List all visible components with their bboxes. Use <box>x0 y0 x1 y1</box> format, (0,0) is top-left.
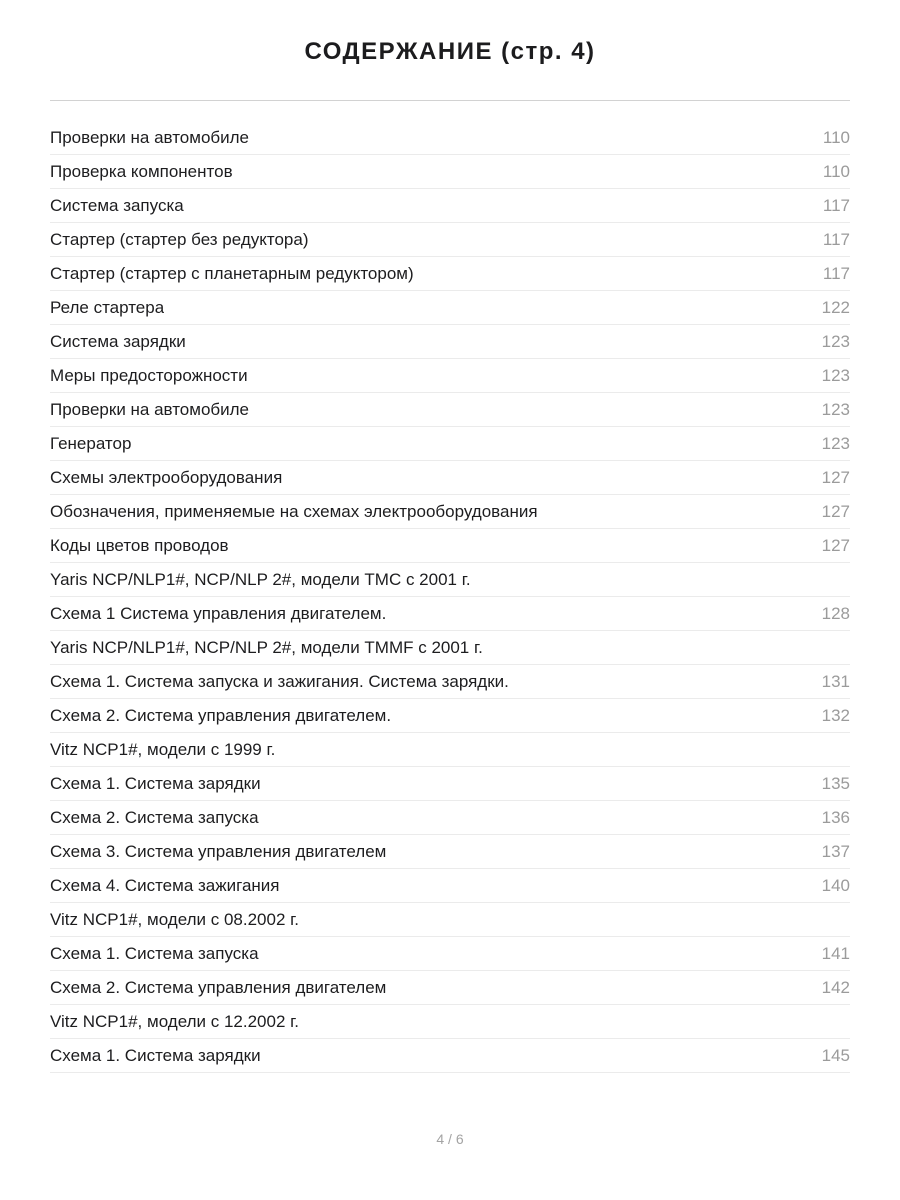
toc-row[interactable] <box>50 665 850 699</box>
toc-entry-page: 122 <box>821 297 850 317</box>
toc-entry-label: Схема 2. Система управления двигателем. <box>50 705 392 725</box>
toc-entry-label: Реле стартера <box>50 297 165 317</box>
toc-entry-page: 140 <box>821 875 850 895</box>
toc-row[interactable] <box>50 495 850 529</box>
toc-entry-label: Vitz NCP1#, модели с 1999 г. <box>50 739 276 759</box>
toc-entry-page: 131 <box>821 671 850 691</box>
toc-row[interactable] <box>50 971 850 1005</box>
toc-row[interactable] <box>50 801 850 835</box>
toc-entry-label: Yaris NCP/NLP1#, NCP/NLP 2#, модели TMC с 2001 г. <box>50 569 471 589</box>
toc-entry-page: 127 <box>821 467 850 487</box>
toc-entry-page: 123 <box>821 365 850 385</box>
toc-entry-label: Обозначения, применяемые на схемах электрооборудования <box>50 501 538 521</box>
toc-row[interactable] <box>50 597 850 631</box>
toc-entry-page: 142 <box>821 977 850 997</box>
toc-entry-label: Стартер (стартер с планетарным редуктором) <box>50 263 414 283</box>
toc-row[interactable] <box>50 393 850 427</box>
toc-row[interactable] <box>50 835 850 869</box>
toc-entry-page: 145 <box>821 1045 850 1065</box>
toc-entry-label: Стартер (стартер без редуктора) <box>50 229 309 249</box>
toc-entry-page: 117 <box>822 263 850 283</box>
toc-entry-page: 110 <box>822 161 850 181</box>
toc-row[interactable] <box>50 869 850 903</box>
toc-row[interactable] <box>50 1039 850 1073</box>
toc-row[interactable] <box>50 223 850 257</box>
toc-entry-page: 137 <box>821 841 850 861</box>
toc-row[interactable] <box>50 325 850 359</box>
toc-entry-label: Меры предосторожности <box>50 365 248 385</box>
toc-row[interactable] <box>50 461 850 495</box>
toc-entry-page: 117 <box>822 229 850 249</box>
toc-entry-page: 132 <box>821 705 850 725</box>
page-number-indicator: 4 / 6 <box>436 1131 464 1147</box>
toc-entry-page: 117 <box>822 195 850 215</box>
toc-row[interactable] <box>50 699 850 733</box>
toc-entry-label: Схемы электрооборудования <box>50 467 283 487</box>
toc-row[interactable] <box>50 359 850 393</box>
toc-row[interactable] <box>50 563 850 597</box>
toc-row[interactable] <box>50 903 850 937</box>
toc-entry-label: Схема 2. Система управления двигателем <box>50 977 387 997</box>
toc-entry-page: 141 <box>821 943 850 963</box>
toc-row[interactable] <box>50 937 850 971</box>
toc-row[interactable] <box>50 631 850 665</box>
toc-entry-label: Проверка компонентов <box>50 161 233 181</box>
title-divider <box>50 100 850 101</box>
toc-entry-label: Vitz NCP1#, модели с 12.2002 г. <box>50 1011 299 1031</box>
toc-entry-label: Yaris NCP/NLP1#, NCP/NLP 2#, модели TMMF с 2001 г. <box>50 637 483 657</box>
toc-entry-page: 123 <box>821 331 850 351</box>
toc-entry-page: 136 <box>821 807 850 827</box>
toc-row[interactable] <box>50 1005 850 1039</box>
toc-row[interactable] <box>50 121 850 155</box>
toc-entry-page: 128 <box>821 603 850 623</box>
toc-entry-label: Проверки на автомобиле <box>50 399 250 419</box>
toc-entry-label: Генератор <box>50 433 132 453</box>
toc-row[interactable] <box>50 733 850 767</box>
toc-entry-label: Схема 1. Система зарядки <box>50 773 261 793</box>
page-title: СОДЕРЖАНИЕ (стр. 4) <box>304 38 596 65</box>
toc-row[interactable] <box>50 291 850 325</box>
toc-entry-page: 123 <box>821 433 850 453</box>
toc-entry-label: Схема 3. Система управления двигателем <box>50 841 387 861</box>
toc-entry-label: Схема 1. Система запуска и зажигания. Система зарядки. <box>50 671 509 691</box>
toc-entry-page: 127 <box>821 501 850 521</box>
toc-entry-label: Проверки на автомобиле <box>50 127 250 147</box>
toc-entry-page: 127 <box>821 535 850 555</box>
toc-row[interactable] <box>50 189 850 223</box>
toc-row[interactable] <box>50 529 850 563</box>
toc-row[interactable] <box>50 257 850 291</box>
toc-entry-label: Схема 1 Система управления двигателем. <box>50 603 387 623</box>
toc-entry-page: 123 <box>821 399 850 419</box>
toc-entry-label: Схема 1. Система запуска <box>50 943 259 963</box>
toc-entry-page: 135 <box>821 773 850 793</box>
toc-row[interactable] <box>50 155 850 189</box>
toc-entry-page: 110 <box>822 127 850 147</box>
toc-entry-label: Система запуска <box>50 195 184 215</box>
toc-entry-label: Система зарядки <box>50 331 186 351</box>
toc-row[interactable] <box>50 427 850 461</box>
toc-entry-label: Схема 1. Система зарядки <box>50 1045 261 1065</box>
toc-row[interactable] <box>50 767 850 801</box>
toc-list <box>50 121 850 1073</box>
toc-entry-label: Схема 2. Система запуска <box>50 807 259 827</box>
toc-entry-label: Vitz NCP1#, модели с 08.2002 г. <box>50 909 299 929</box>
toc-entry-label: Схема 4. Система зажигания <box>50 875 280 895</box>
toc-entry-label: Коды цветов проводов <box>50 535 229 555</box>
